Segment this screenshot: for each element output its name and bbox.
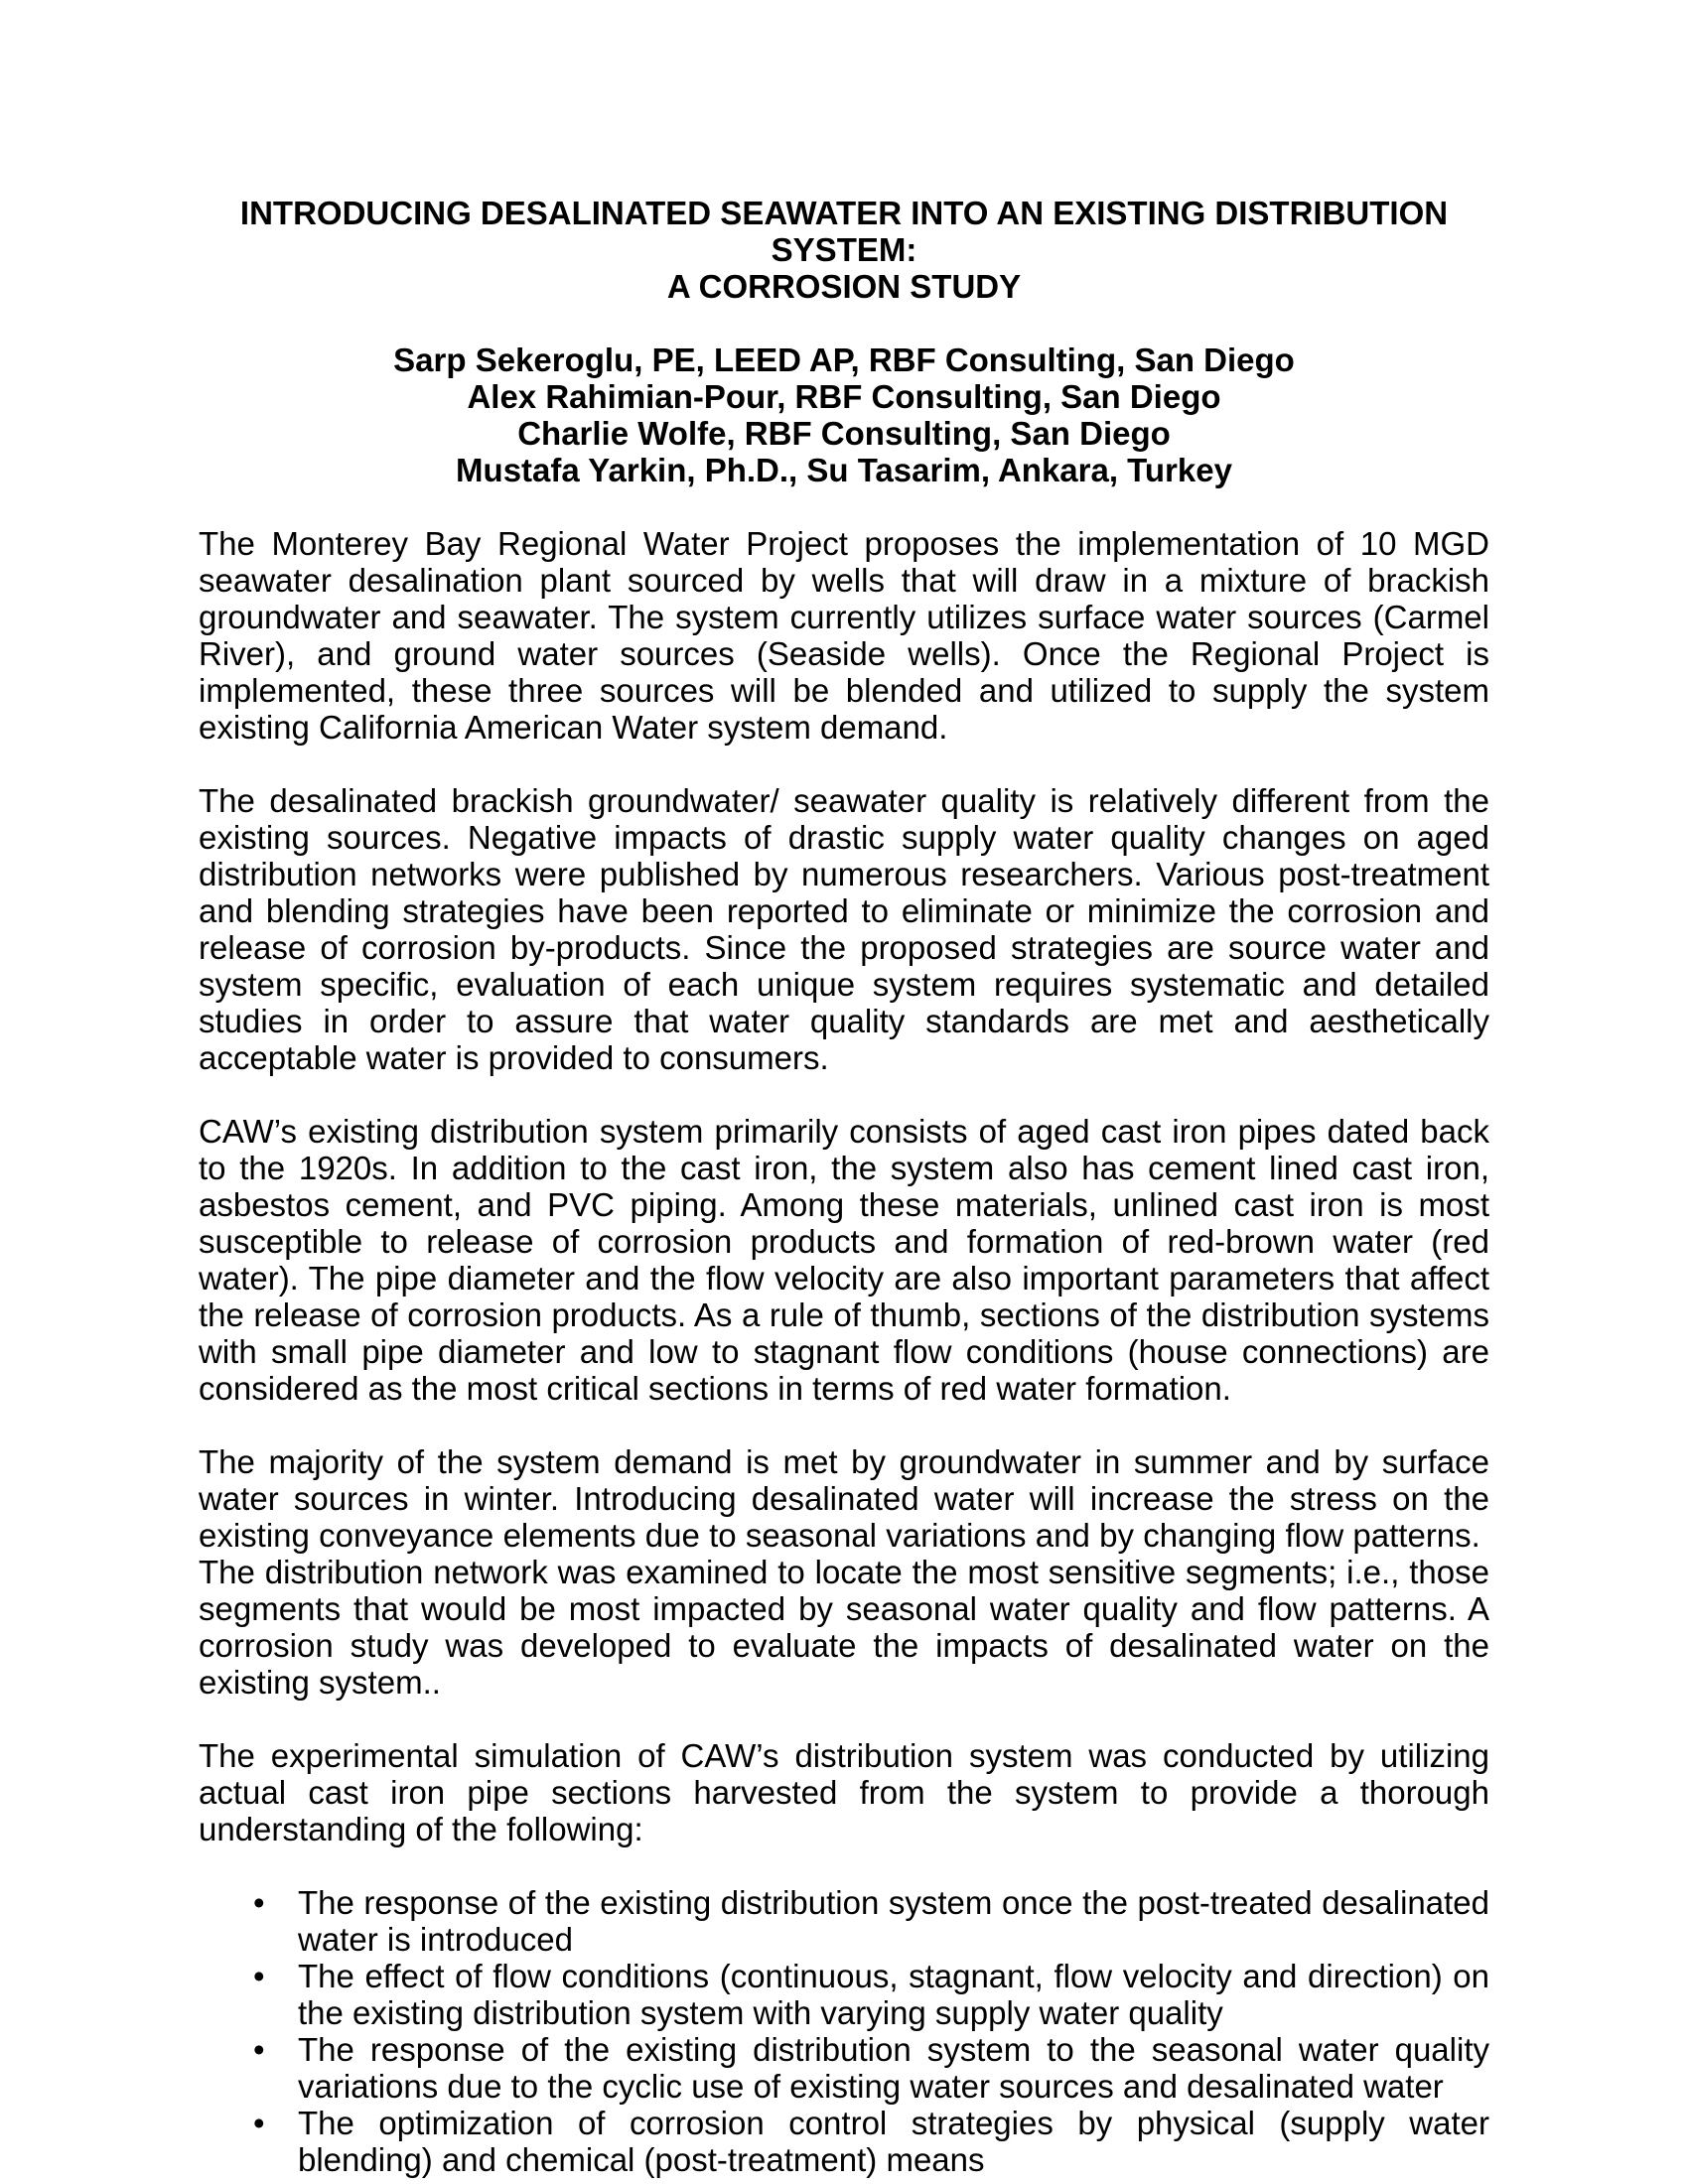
author-line: Alex Rahimian-Pour, RBF Consulting, San Diego: [467, 378, 1221, 415]
bullet-icon: •: [253, 2031, 265, 2068]
author-block: [199, 341, 1489, 488]
bullet-item: [199, 1958, 1489, 2031]
author-line: Charlie Wolfe, RBF Consulting, San Diego: [517, 415, 1171, 452]
paragraph-water-quality: The desalinated brackish groundwater/ seawater quality is relatively different from the existing sources. Negative impacts of drastic supply water quality changes on aged distribution networks were published by numerous researchers. Various post-treatment and blending strategies have been reported to eliminate or minimize the corrosion and release of corrosion by-products. Since the proposed strategies are source water and system specific, evaluation of each unique system requires systematic and detailed studies in order to assure that water quality standards are met and aesthetically acceptable water is provided to consumers.: [199, 782, 1489, 1076]
bullet-text: The response of the existing distribution system once the post-treated desalinated water is introduced: [298, 1884, 1489, 1958]
paragraph-project-overview: The Monterey Bay Regional Water Project proposes the implementation of 10 MGD seawater desalination plant sourced by wells that will draw in a mixture of brackish groundwater and seawater. The system currently utilizes surface water sources (Carmel River), and ground water sources (Seaside wells). Once the Regional Project is implemented, these three sources will be blended and utilized to supply the system existing California American Water system demand.: [199, 525, 1489, 746]
bullet-text: The response of the existing distribution system to the seasonal water quality variations due to the cyclic use of existing water sources and desalinated water: [298, 2031, 1489, 2105]
paragraph-system-demand: The majority of the system demand is met by groundwater in summer and by surface water sources in winter. Introducing desalinated water will increase the stress on the existing conveyance elements due to seasonal variations and by changing flow patterns. The distribution network was examined to locate the most sensitive segments; i.e., those segments that would be most impacted by seasonal water quality and flow patterns. A corrosion study was developed to evaluate the impacts of desalinated water on the existing system..: [199, 1443, 1489, 1701]
title-line-1: INTRODUCING DESALINATED SEAWATER INTO AN EXISTING DISTRIBUTION SYSTEM:: [239, 195, 1449, 268]
bullet-item: [199, 2105, 1489, 2178]
bullet-text: The optimization of corrosion control strategies by physical (supply water blending) and chemical (post-treatment) means: [298, 2105, 1489, 2178]
bullet-item: [199, 2031, 1489, 2105]
author-line: Sarp Sekeroglu, PE, LEED AP, RBF Consulting, San Diego: [393, 341, 1295, 378]
paragraph-caw-system: CAW’s existing distribution system primarily consists of aged cast iron pipes dated back to the 1920s. In addition to the cast iron, the system also has cement lined cast iron, asbestos cement, and PVC piping. Among these materials, unlined cast iron is most susceptible to release of corrosion products and formation of red-brown water (red water). The pipe diameter and the flow velocity are also important parameters that affect the release of corrosion products. As a rule of thumb, sections of the distribution systems with small pipe diameter and low to stagnant flow conditions (house connections) are considered as the most critical sections in terms of red water formation.: [199, 1113, 1489, 1407]
bullet-icon: •: [253, 2105, 265, 2141]
bullet-item: [199, 1884, 1489, 1958]
bullet-list: [199, 1884, 1489, 2178]
page-title: [199, 195, 1489, 305]
bullet-text: The effect of flow conditions (continuous, stagnant, flow velocity and direction) on the existing distribution system with varying supply water quality: [298, 1958, 1489, 2031]
paragraph-experimental-simulation: The experimental simulation of CAW’s distribution system was conducted by utilizing actual cast iron pipe sections harvested from the system to provide a thorough understanding of the following:: [199, 1737, 1489, 1847]
bullet-icon: •: [253, 1958, 265, 1994]
bullet-icon: •: [253, 1884, 265, 1921]
title-line-2: A CORROSION STUDY: [666, 268, 1022, 305]
author-line: Mustafa Yarkin, Ph.D., Su Tasarim, Ankara, Turkey: [456, 452, 1232, 488]
